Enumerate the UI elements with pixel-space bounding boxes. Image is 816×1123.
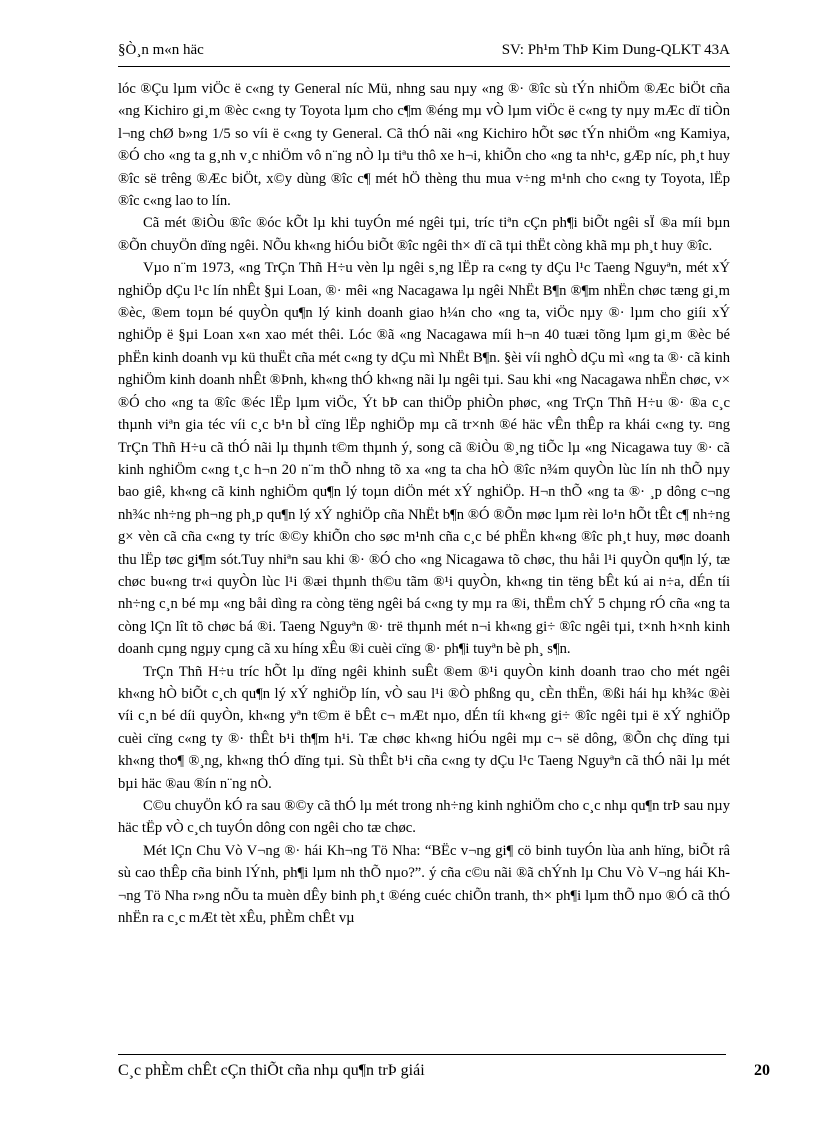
page-header <box>118 40 730 67</box>
paragraph: TrÇn Thñ H÷u tríc hÕt lµ dïng ngêi khinh suÊt ®em ®¹i quyÒn kinh doanh trao cho mét ngêi kh«ng hÒ biÕt c¸ch qu¶n lý xÝ nghiÖp lín, vÒ sau l¹i ®Ò phßng qu¸ cÈn thËn, ®ßi hái hµ kh¾c ®èi víi c¸n bé díi quyÒn, kh«ng yªn t©m ë bÊt c¬ mÆt nµo, dÉn tíi kh«ng gi÷ ®îc ngêi tµi ë xÝ nghiÖp cuèi cïng c«ng ty ®· thÊt b¹i th¶m h¹i. Tæ chøc kh«ng hiÓu ngêi mµ c¬ së dông, ®Õn chç dïng tµi kh«ng tho¶ ®¸ng, kh«ng thÓ dïng tµi. Sù thÊt b¹i cña c«ng ty dÇu l¹c Taeng Nguyªn cã thÓ nãi lµ mét bµi häc ®au ®ín n¨ng nÒ. <box>118 663 730 792</box>
page-number: 20 <box>754 1062 770 1079</box>
paragraph: lóc ®Çu lµm viÖc ë c«ng ty General níc Mü, nhng sau nµy «ng ®· ®îc sù tÝn nhiÖm ®Æc biÖt cña «ng Kichiro gi¸m ®èc c«ng ty Toyota lµm cho c¶m ®éng mµ vÒ lµm viÖc ë c«ng ty nµy mÆc dï tiÒn l¬ng chØ b»ng 1/5 so víi ë c«ng ty General. Cã thÓ nãi «ng Kichiro hÕt søc tÝn nhiÖm «ng Kamiya, ®Ó cho «ng ta g¸nh v¸c nhiÖm vô n¨ng nÒ lµ tiªu thô xe h¬i, khiÕn cho «ng ta nh¹c, gÆp níc, ph¸t huy ®îc së trêng ®Æc biÖt, x©y dùng ®îc c¶ mét hÖ thèng thu mua v÷ng m¹nh cho c«ng ty Toyota, lËp ®îc c«ng lao to lín. <box>118 81 730 210</box>
paragraph: Mét lÇn Chu Vò V¬ng ®· hái Kh¬ng Tö Nha: “BËc v¬ng gi¶ cö binh tuyÓn lùa anh hïng, biÕt râ sù cao thÊp cña binh lÝnh, ph¶i lµm nh thÕ nµo?”. ý cña c©u nãi ®ã chÝnh lµ Chu Vò V¬ng hái Kh¬ng Tö Nha r»ng nÕu ta muèn dÊy binh ph¸t ®éng cuéc chiÕn tranh, th× ph¶i lµm thÕ nµo ®Ó cã thÓ nhËn ra c¸c mÆt tèt xÊu, phÈm chÊt vµ <box>118 842 730 927</box>
footer-title: C¸c phÈm chÊt cÇn thiÕt cña nhµ qu¶n trÞ giái <box>118 1062 425 1079</box>
paragraph: Vµo n¨m 1973, «ng TrÇn Thñ H÷u vèn lµ ngêi s¸ng lËp ra c«ng ty dÇu l¹c Taeng Nguyªn, mét xÝ nghiÖp dÇu l¹c lín nhÊt §µi Loan, ®· mêi «ng Nacagawa lµ ngêi NhËt B¶n ®¶m nhËn chøc tæng gi¸m ®èc, ®em toµn bé quyÒn qu¶n lý kinh doanh giao h¼n cho «ng ta, viÖc nµy ®· lµm cho giíi xÝ nghiÖp ë §µi Loan x«n xao mét thêi. Lóc ®ã «ng Nacagawa míi h¬n 40 tuæi tõng lµm gi¸m ®èc bé phËn kinh doanh vµ kü thuËt cña mét c«ng ty dÇu mì NhËt B¶n. §èi víi nghÒ dÇu mì «ng ta ®· cã kinh nghiÖm kinh doanh nhÊt ®Þnh, kh«ng thÓ kh«ng nãi lµ ngêi tµi. Sau khi «ng Nacagawa nhËn chøc, v× ®Ó cho «ng ta ®îc ®éc lËp lµm viÖc, Ýt bÞ can thiÖp phiÒn phøc, «ng TrÇn Thñ H÷u ®· ®a c¸c thµnh viªn gia téc víi c¸c b¹n bÌ cïng lËp nghiÖp mµ cã tr×nh ®é häc vÊn thÊp ra khái c«ng ty. ¤ng TrÇn Thñ H÷u cã thÓ nãi lµ thµnh t©m thµnh ý, song cã ®iÒu ®¸ng tiÕc lµ «ng Nicagawa tuy ®· cã kinh nghiÖm c«ng t¸c h¬n 20 n¨m thÕ nhng tõ xa «ng ta cha hÒ ®îc n¾m quyÒn lùc lín nh thÕ nµy bao giê, kh«ng cã kinh nghiÖm qu¶n lý toµn diÖn mét xÝ nghiÖp. H¬n thÕ «ng ta ®· ¸p dông c¬ng nh¾c nh÷ng ph¬ng ph¸p qu¶n lý xÝ nghiÖp cña NhËt b¶n ®Ó ®Õn møc lµm rèi lo¹n hÕt tÊt c¶ nh÷ng g× vèn cã cña c«ng ty tríc ®©y khiÕn cho søc m¹nh cña c¸c bé phËn kh«ng ®îc ph¸t huy, møc doanh thu lËp tøc gi¶m sót.Tuy nhiªn sau khi ®· ®Ó cho «ng Nicagawa tõ chøc, thu håi l¹i quyÒn qu¶n lý, tæ chøc bu«ng tr«i quyÒn lùc l¹i ®æi thµnh th©u tãm ®¹i quyÒn, kh«ng tin tëng bÊt kú ai n÷a, dÉn tíi nh÷ng c¸n bé mµ «ng båi dìng ra còng tëng ngêi bá c«ng ty mµ ra ®i, thËm chÝ 5 chµng rÓ cña «ng ta còng lÇn lît tõ chøc bá ®i. Taeng Nguyªn ®· trë thµnh mét n¬i kh«ng gi÷ ®îc ngêi tµi, t×nh h×nh kinh doanh cµng ngµy cµng cã xu híng xÊu ®i cuèi cïng ®· ph¶i tuyªn bè ph¸ s¶n. <box>118 260 730 658</box>
document-body <box>118 78 730 929</box>
header-subject: §Ò¸n m«n häc <box>118 42 204 58</box>
header-student: SV: Ph¹m ThÞ Kim Dung-QLKT 43A <box>501 42 730 58</box>
paragraph: Cã mét ®iÒu ®îc ®óc kÕt lµ khi tuyÓn mé ngêi tµi, tríc tiªn cÇn ph¶i biÕt ngêi sÏ ®a míi bµn ®Õn chuyÖn dïng ngêi. NÕu kh«ng hiÓu biÕt ®îc ngêi th× dï cã tµi thËt còng khã mµ ph¸t huy ®îc. <box>118 215 730 254</box>
footer-divider <box>118 1054 726 1055</box>
paragraph: C©u chuyÖn kÓ ra sau ®©y cã thÓ lµ mét trong nh÷ng kinh nghiÖm cho c¸c nhµ qu¶n trÞ sau nµy häc tËp vÒ c¸ch tuyÓn dông con ngêi cho tæ chøc. <box>118 798 730 837</box>
